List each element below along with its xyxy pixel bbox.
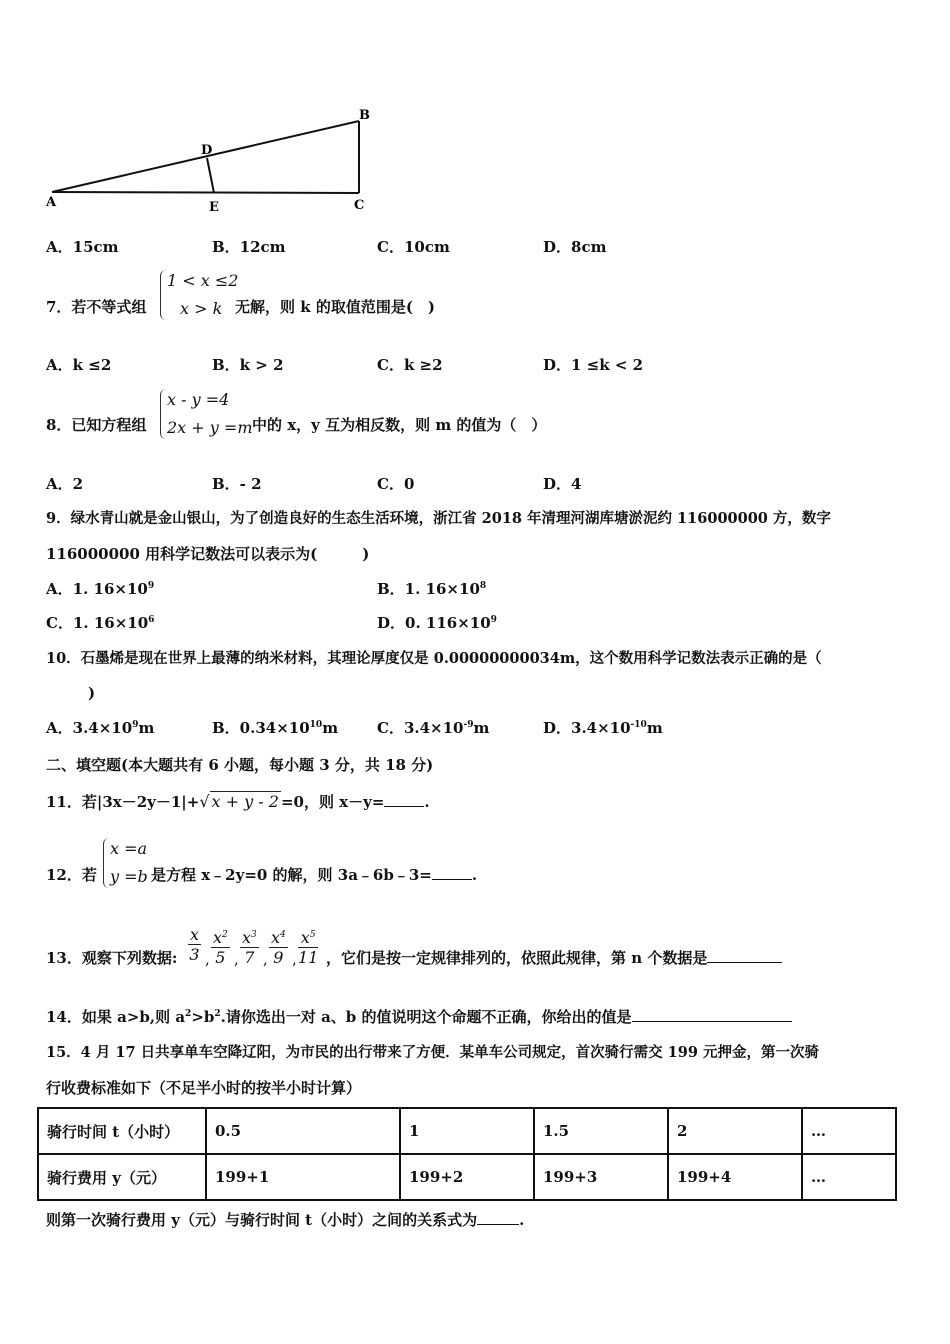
table-cell: 199+2 — [400, 1154, 534, 1200]
q15-after-text: 则第一次骑行费用 y（元）与骑行时间 t（小时）之间的关系式为 — [46, 1211, 478, 1229]
q11-answer-blank[interactable] — [384, 792, 424, 807]
table-cell: 199+1 — [206, 1154, 400, 1200]
q10-option-c[interactable] — [377, 717, 489, 738]
q13-fraction-5 — [298, 926, 318, 968]
q10-option-d-unit: m — [646, 719, 663, 737]
table-cell: 1 — [400, 1108, 534, 1154]
q13-fraction-5-num: $x^5$ — [298, 926, 318, 948]
q13-fraction-3-den: 7 — [244, 948, 255, 967]
section-2-heading: 二、填空题(本大题共有 6 小题，每小题 3 分，共 18 分) — [46, 756, 434, 774]
segment-DE — [207, 158, 214, 193]
q10-option-d[interactable] — [543, 717, 663, 738]
q7-ineq-2: x > k — [180, 299, 223, 318]
table-cell: 199+3 — [534, 1154, 668, 1200]
q10-option-b-unit: m — [322, 719, 339, 737]
table-row — [38, 1154, 896, 1200]
q11-text-pre: 11．若|3x－2y－1|+ — [46, 793, 200, 811]
q9-text-line1: 9．绿水青山就是金山银山，为了创造良好的生态生活环境，浙江省 2018 年清理河湖库塘淤泥约 116000000 方，数字 — [46, 510, 831, 527]
q11-radicand: x + y - 2 — [211, 792, 279, 811]
q10-option-a-exp: 9 — [132, 720, 139, 730]
q10-option-a[interactable] — [46, 717, 154, 738]
q11 — [46, 791, 430, 812]
q15-answer-blank[interactable] — [477, 1210, 519, 1225]
segment-AC — [52, 192, 359, 193]
q9-option-d[interactable] — [377, 612, 497, 633]
q14-exp-a: 2 — [185, 1009, 192, 1019]
q8-option-d[interactable]: D．4 — [543, 475, 582, 493]
label-B: B — [359, 108, 370, 123]
q13-fraction-5-den: 11 — [298, 948, 319, 967]
q6-option-b[interactable]: B．12cm — [212, 238, 286, 256]
q15-text-line2: 行收费标准如下（不足半小时的按半小时计算） — [46, 1079, 362, 1097]
table-cell: 0.5 — [206, 1108, 400, 1154]
q12-text-body: 是方程 x﹣2y=0 的解，则 3a﹣6b﹣3= — [151, 866, 432, 884]
q13-fraction-1-num: x — [190, 925, 200, 944]
q15-text-line1: 15．4 月 17 日共享单车空降辽阳，为市民的出行带来了方便．某单车公司规定，首次骑行需交 199 元押金，第一次骑 — [46, 1044, 819, 1061]
label-A: A — [46, 195, 57, 210]
table-cell: 199+4 — [668, 1154, 802, 1200]
q13-fraction-4 — [269, 926, 288, 968]
triangle-figure — [40, 100, 380, 220]
table-cell: 1.5 — [534, 1108, 668, 1154]
q10-text-line1: 10．石墨烯是现在世界上最薄的纳米材料，其理论厚度仅是 0.00000000034m，这个数用科学记数法表示正确的是（ — [46, 650, 822, 667]
q6-option-d[interactable]: D．8cm — [543, 238, 607, 256]
q14-text-mid: >b — [191, 1008, 215, 1026]
q8-brace — [160, 389, 167, 439]
q13-text-post — [326, 947, 782, 968]
fee-table — [37, 1107, 897, 1201]
q11-text-post: =0，则 x－y= — [280, 793, 385, 811]
q13-comma: , — [292, 950, 297, 968]
q10-option-a-text: A．3.4×10 — [46, 719, 133, 737]
q7-brace — [160, 270, 167, 320]
q9-option-a[interactable] — [46, 578, 154, 599]
q12-eq-1: x =a — [110, 839, 148, 858]
table-cell: 骑行费用 y（元） — [38, 1154, 206, 1200]
q9-option-b-text: B．1. 16×10 — [377, 580, 480, 598]
q13-fraction-2-num: $x^2$ — [213, 928, 228, 947]
q9-option-c-text: C．1. 16×10 — [46, 614, 149, 632]
q8-option-c[interactable]: C．0 — [377, 475, 415, 493]
table-cell: … — [802, 1108, 896, 1154]
q12-answer-blank[interactable] — [432, 865, 472, 880]
q13-fraction-4-num: $x^4$ — [271, 928, 286, 947]
q15-after-end: . — [519, 1211, 525, 1229]
q13-text-body: ，它们是按一定规律排列的，依照此规律，第 n 个数据是 — [326, 949, 708, 967]
q9-option-a-exp: 9 — [147, 581, 155, 591]
q14-answer-blank[interactable] — [632, 1007, 792, 1022]
q13-fraction-2-den: 5 — [215, 948, 226, 967]
q10-option-b-exp: 10 — [309, 720, 323, 730]
q13-fraction-1 — [188, 926, 201, 965]
q12-text-end: . — [471, 866, 478, 884]
q7-number: 7．若不等式组 — [46, 298, 147, 316]
q12-brace — [103, 838, 110, 888]
q6-option-a[interactable]: A．15cm — [46, 238, 119, 256]
q8-eq-1: x - y =4 — [167, 390, 230, 409]
table-row — [38, 1108, 896, 1154]
q11-text-end: . — [424, 793, 430, 811]
q10-option-b-text: B．0.34×10 — [212, 719, 310, 737]
q9-text-line2: 116000000 用科学记数法可以表示为( ) — [46, 545, 370, 563]
q7-option-d[interactable]: D．1 ≤k < 2 — [543, 356, 644, 374]
q6-option-c[interactable]: C．10cm — [377, 238, 450, 256]
q13-comma: , — [234, 950, 239, 968]
q9-option-d-exp: 9 — [490, 615, 497, 625]
table-cell: 骑行时间 t（小时） — [38, 1108, 206, 1154]
q10-option-c-unit: m — [473, 719, 490, 737]
q10-option-d-exp: -10 — [630, 720, 647, 730]
q14-text-pre: 14．如果 a>b,则 a — [46, 1008, 186, 1026]
q13-fraction-1-den: 3 — [189, 945, 200, 964]
q9-option-a-text: A．1. 16×10 — [46, 580, 148, 598]
q8-option-b[interactable]: B．- 2 — [212, 475, 262, 493]
q8-number: 8．已知方程组 — [46, 416, 147, 434]
q9-option-c[interactable] — [46, 612, 154, 633]
q14-text-post: .请你选出一对 a、b 的值说明这个命题不正确，你给出的值是 — [220, 1008, 632, 1026]
q13-fraction-3 — [240, 926, 259, 968]
q13-fraction-4-den: 9 — [273, 948, 284, 967]
q10-option-a-unit: m — [138, 719, 155, 737]
label-D: D — [201, 143, 213, 158]
q15-after — [46, 1209, 524, 1230]
q13-fraction-2 — [211, 926, 230, 968]
q9-option-b[interactable] — [377, 578, 486, 599]
q8-text: 中的 x，y 互为相反数，则 m 的值为（ ） — [252, 416, 547, 434]
q13-fraction-3-num: $x^3$ — [242, 928, 257, 947]
q13-answer-blank[interactable] — [707, 948, 782, 963]
q10-text-line2: ) — [88, 684, 96, 702]
q12-text — [151, 864, 477, 885]
q9-option-b-exp: 8 — [479, 581, 487, 591]
q8-eq-2: 2x + y =m — [167, 418, 253, 437]
q9-option-c-exp: 6 — [148, 615, 155, 625]
label-E: E — [209, 200, 219, 215]
q14-exp-b: 2 — [214, 1009, 221, 1019]
q7-ineq-1: 1 < x ≤2 — [167, 271, 239, 290]
q10-option-b[interactable] — [212, 717, 338, 738]
q13-comma: , — [263, 950, 268, 968]
q14 — [46, 1006, 792, 1027]
q10-option-d-text: D．3.4×10 — [543, 719, 631, 737]
q13-text-pre: 13．观察下列数据: — [46, 949, 178, 967]
q12-number: 12．若 — [46, 866, 97, 884]
q7-option-b[interactable]: B．k > 2 — [212, 356, 284, 374]
q7-option-c[interactable]: C．k ≥2 — [377, 356, 443, 374]
table-cell: … — [802, 1154, 896, 1200]
q9-option-d-text: D．0. 116×10 — [377, 614, 491, 632]
q7-text: 无解，则 k 的取值范围是( ) — [235, 298, 436, 316]
table-cell: 2 — [668, 1108, 802, 1154]
q7-option-a[interactable]: A．k ≤2 — [46, 356, 112, 374]
q10-option-c-exp: -9 — [463, 720, 474, 730]
q8-option-a[interactable]: A．2 — [46, 475, 84, 493]
label-C: C — [354, 198, 365, 213]
q11-sqrt: √ x + y - 2 — [199, 792, 279, 811]
q10-option-c-text: C．3.4×10 — [377, 719, 464, 737]
q13-comma: , — [205, 950, 210, 968]
q12-eq-2: y =b — [110, 867, 148, 886]
